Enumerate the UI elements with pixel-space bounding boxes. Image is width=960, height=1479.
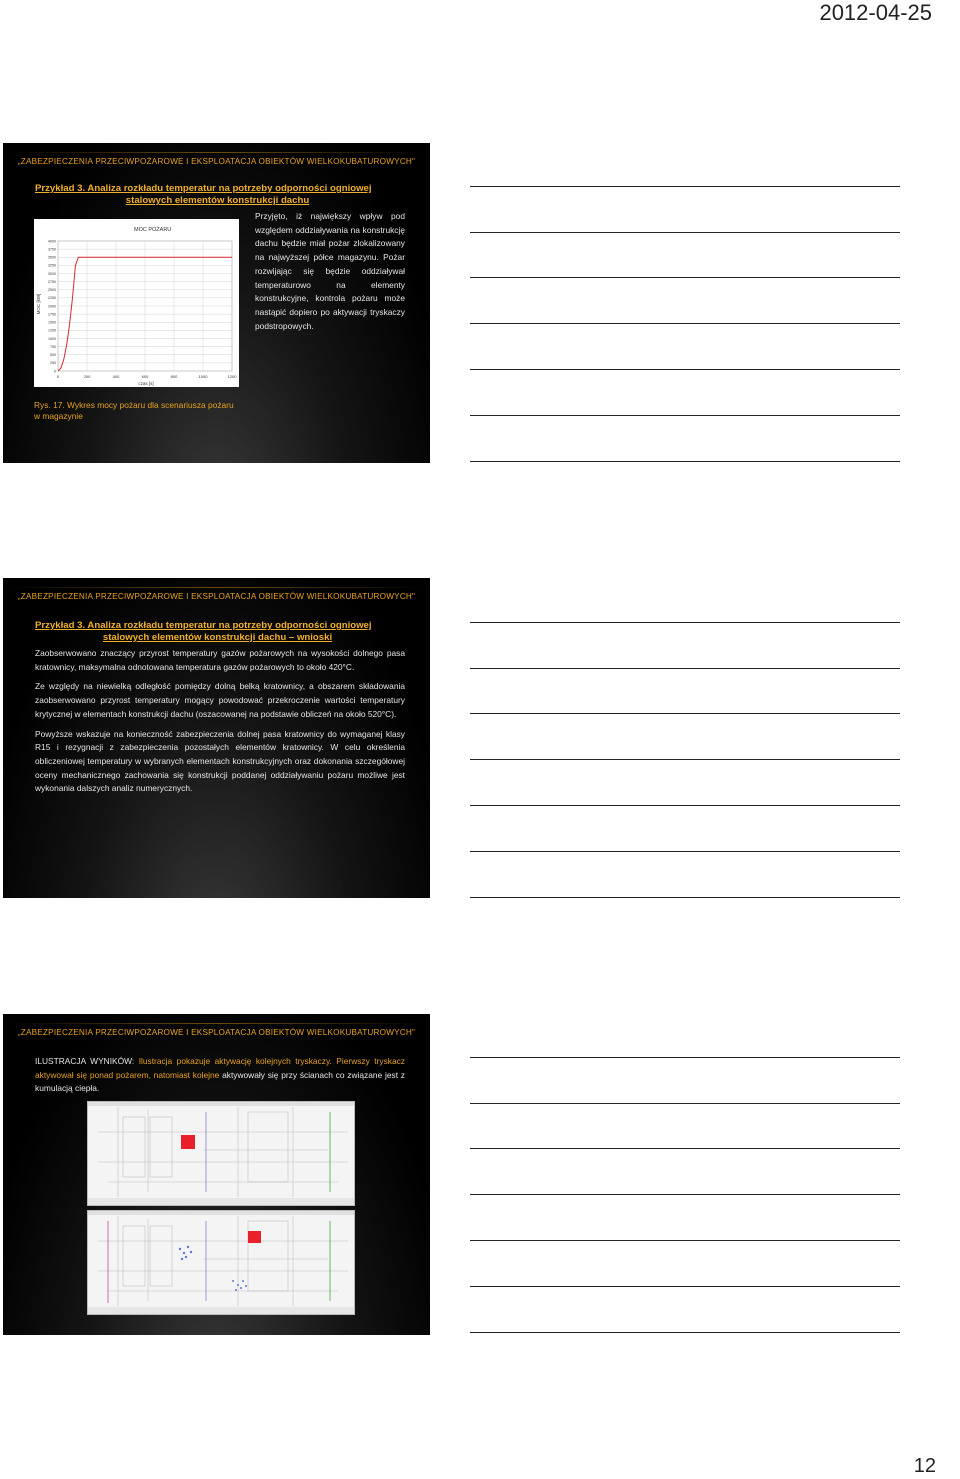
chart-title: MOC POŻARU xyxy=(134,227,172,233)
y-tick-label: 0 xyxy=(54,369,56,374)
y-tick-label: 500 xyxy=(50,353,56,358)
y-tick-label: 1250 xyxy=(48,328,56,333)
y-tick-label: 2500 xyxy=(48,288,56,293)
paragraph-1: Zaobserwowano znaczący przyrost temperatury gazów pożarowych na wysokości dolnego pasa kratownicy, maksymalna odnotowana temperatura gazów pożarowych to około 420°C. xyxy=(35,648,405,672)
y-tick-label: 1000 xyxy=(48,336,56,341)
page-number: 12 xyxy=(913,1455,936,1477)
x-tick-label: 600 xyxy=(141,374,149,379)
fire-marker-2 xyxy=(248,1231,261,1243)
page-date: 2012-04-25 xyxy=(819,0,932,25)
slide-header: „ZABEZPIECZENIA PRZECIWPOŻAROWE I EKSPLOATACJA OBIEKTÓW WIELKOKUBATUROWYCH" xyxy=(3,592,430,601)
x-tick-label: 400 xyxy=(112,374,120,379)
slide-3-text xyxy=(35,1055,405,1096)
slide-2-text xyxy=(35,647,405,802)
y-tick-label: 4000 xyxy=(48,239,56,244)
y-tick-label: 3750 xyxy=(48,247,56,252)
fire-marker-1 xyxy=(181,1135,195,1149)
paragraph-2: Ze względy na niewielką odległość pomiędzy dolną belką kratownicy, a obszarem składowania zaobserwowano przyrost temperatury mogący powodować przekroczenie wartości temperatury krytycznej w elementach konstrukcji dachu (oszacowanej na podstawie obliczeń na około 520°C). xyxy=(35,681,405,719)
x-tick-label: 1200 xyxy=(227,374,237,379)
y-tick-label: 250 xyxy=(50,361,56,366)
chart-svg xyxy=(34,219,239,387)
slide-1-text: Przyjęto, iż największy wpływ pod względem oddziaływania na konstrukcję dachu będzie miał pożar zlokalizowany na najwyższej półce magazynu. Pożar rozwijając się będzie oddziaływał temperaturowo na elementy konstrukcyjne, kontrola pożaru może nastąpić dopiero po aktywacji tryskaczy podstropowych. xyxy=(255,211,405,331)
chart-xlabel: czas [s] xyxy=(138,381,154,386)
slide-title xyxy=(35,183,400,207)
slide-title-line-2: stalowych elementów konstrukcji dachu – wnioski xyxy=(102,632,333,643)
slide-header: „ZABEZPIECZENIA PRZECIWPOŻAROWE I EKSPLOATACJA OBIEKTÓW WIELKOKUBATUROWYCH" xyxy=(3,157,430,166)
x-tick-label: 800 xyxy=(170,374,178,379)
x-tick-label: 1000 xyxy=(198,374,208,379)
y-tick-label: 2250 xyxy=(48,296,56,301)
slide-title-line-2: stalowych elementów konstrukcji dachu xyxy=(125,195,310,206)
simulation-image-2 xyxy=(87,1210,355,1315)
illustration-text-b: aktywowały się przy ścianach co związane jest z kumulacją ciepła. xyxy=(35,1069,405,1094)
simulation-scene-2 xyxy=(88,1211,354,1314)
slide-title-line-1: Przykład 3. Analiza rozkładu temperatur na potrzeby odporności ogniowej xyxy=(35,620,372,631)
slide-title xyxy=(35,620,400,644)
slide-3 xyxy=(3,1014,430,1335)
slide-2 xyxy=(3,578,430,898)
y-tick-label: 1750 xyxy=(48,312,56,317)
y-tick-label: 3000 xyxy=(48,271,56,276)
figure-caption: Rys. 17. Wykres mocy pożaru dla scenariusza pożaru w magazynie xyxy=(34,400,234,421)
illustration-text-a: Ilustracja pokazuje aktywację kolejnych tryskaczy. Pierwszy tryskacz aktywował się ponad pożarem, natomiast kolejne xyxy=(35,1056,405,1080)
fire-power-chart xyxy=(34,219,239,387)
x-tick-label: 200 xyxy=(83,374,91,379)
y-tick-label: 1500 xyxy=(48,320,56,325)
chart-ylabel: MOC [kW] xyxy=(36,293,41,315)
simulation-image-1 xyxy=(87,1101,355,1206)
simulation-scene-1 xyxy=(88,1102,354,1205)
slide-1 xyxy=(3,143,430,463)
y-tick-label: 3250 xyxy=(48,263,56,268)
slide-header: „ZABEZPIECZENIA PRZECIWPOŻAROWE I EKSPLOATACJA OBIEKTÓW WIELKOKUBATUROWYCH" xyxy=(3,1028,430,1037)
y-tick-label: 2000 xyxy=(48,304,56,309)
y-tick-label: 3500 xyxy=(48,255,56,260)
illustration-lead: ILUSTRACJA WYNIKÓW: xyxy=(35,1056,135,1066)
slide-title-line-1: Przykład 3. Analiza rozkładu temperatur na potrzeby odporności ogniowej xyxy=(35,183,372,194)
y-tick-label: 750 xyxy=(50,344,56,349)
x-tick-label: 0 xyxy=(56,374,60,379)
y-tick-label: 2750 xyxy=(48,279,56,284)
paragraph-3: Powyższe wskazuje na konieczność zabezpieczenia dolnej pasa kratownicy do wymaganej klasy R15 i rezygnacji z zabezpieczenia pozostałych elementów kratownicy. W celu określenia obliczeniowej temperatury w wybranych elementach konstrukcyjnych oraz dokonania szczegółowej oceny mechanicznego zachowania się konstrukcji poddanej oddziaływaniu pożaru możliwe jest wykonania dalszych analiz numerycznych. xyxy=(35,728,405,794)
